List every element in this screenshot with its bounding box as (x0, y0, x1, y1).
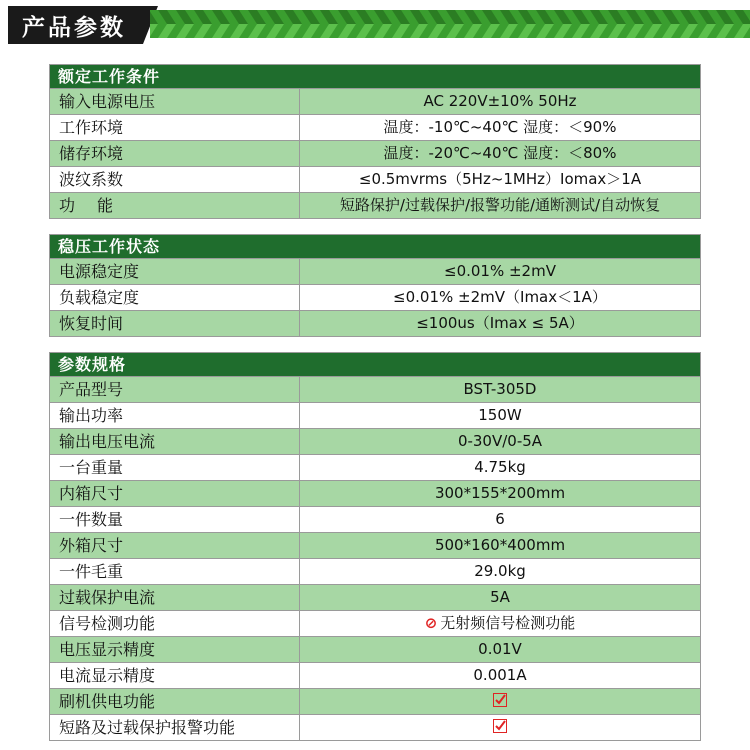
row-value: ≤100us（Imax ≤ 5A） (300, 311, 700, 336)
row-value: 150W (300, 403, 700, 428)
section-title: 稳压工作状态 (50, 235, 700, 258)
row-label: 负载稳定度 (50, 285, 300, 310)
table-row (50, 506, 700, 532)
checked-box-icon (493, 693, 507, 707)
header-banner (0, 0, 750, 50)
green-zigzag-stripe (150, 10, 750, 38)
row-value: 300*155*200mm (300, 481, 700, 506)
row-value: BST-305D (300, 377, 700, 402)
row-label: 工作环境 (50, 115, 300, 140)
table-row (50, 584, 700, 610)
row-label: 波纹系数 (50, 167, 300, 192)
row-value: 500*160*400mm (300, 533, 700, 558)
row-label: 产品型号 (50, 377, 300, 402)
row-value: 6 (300, 507, 700, 532)
row-value: 温度：-10℃~40℃ 湿度：＜90% (300, 115, 700, 140)
table-row (50, 402, 700, 428)
row-label: 内箱尺寸 (50, 481, 300, 506)
table-row (50, 636, 700, 662)
row-label: 电源稳定度 (50, 259, 300, 284)
row-label: 刷机供电功能 (50, 689, 300, 714)
table-row (50, 662, 700, 688)
row-label: 一件毛重 (50, 559, 300, 584)
row-value: 温度：-20℃~40℃ 湿度：＜80% (300, 141, 700, 166)
table-row (50, 258, 700, 284)
table-row (50, 88, 700, 114)
table-row (50, 428, 700, 454)
table-row (50, 558, 700, 584)
table-row (50, 166, 700, 192)
section-title: 额定工作条件 (50, 65, 700, 88)
row-value: ≤0.5mvrms（5Hz~1MHz）Iomax＞1A (300, 167, 700, 192)
table-row (50, 140, 700, 166)
row-value: ≤0.01% ±2mV (300, 259, 700, 284)
row-value: 无射频信号检测功能 (440, 614, 576, 632)
row-value-with-icon (300, 611, 700, 636)
row-label: 外箱尺寸 (50, 533, 300, 558)
table-row (50, 688, 700, 714)
page-title: 产品参数 (22, 15, 126, 41)
table-row (50, 532, 700, 558)
row-value: 短路保护/过载保护/报警功能/通断测试/自动恢复 (300, 193, 700, 218)
table-row (50, 310, 700, 336)
table-row (50, 376, 700, 402)
table-row (50, 454, 700, 480)
checked-box-icon (493, 719, 507, 733)
row-label: 电压显示精度 (50, 637, 300, 662)
table-row (50, 114, 700, 140)
row-value: AC 220V±10% 50Hz (300, 89, 700, 114)
row-label: 短路及过载保护报警功能 (50, 715, 300, 740)
row-value-with-icon (300, 715, 700, 740)
row-label: 输出功率 (50, 403, 300, 428)
row-value: 5A (300, 585, 700, 610)
table-row (50, 192, 700, 218)
section-regulation-status (49, 234, 701, 337)
row-label: 一台重量 (50, 455, 300, 480)
row-label: 输出电压电流 (50, 429, 300, 454)
prohibited-icon: ⊘ (424, 614, 438, 632)
row-label: 输入电源电压 (50, 89, 300, 114)
row-value: 4.75kg (300, 455, 700, 480)
row-value: ≤0.01% ±2mV（Imax＜1A） (300, 285, 700, 310)
row-value-with-icon (300, 689, 700, 714)
table-row (50, 480, 700, 506)
row-value: 0-30V/0-5A (300, 429, 700, 454)
row-label: 功能 (50, 193, 300, 218)
row-label: 电流显示精度 (50, 663, 300, 688)
table-row (50, 610, 700, 636)
row-label: 一件数量 (50, 507, 300, 532)
row-label: 恢复时间 (50, 311, 300, 336)
section-title: 参数规格 (50, 353, 700, 376)
section-rated-conditions (49, 64, 701, 219)
row-value: 0.001A (300, 663, 700, 688)
table-row (50, 284, 700, 310)
table-row (50, 714, 700, 740)
section-specifications (49, 352, 701, 741)
row-label: 信号检测功能 (50, 611, 300, 636)
row-label: 过载保护电流 (50, 585, 300, 610)
row-value: 0.01V (300, 637, 700, 662)
row-label: 储存环境 (50, 141, 300, 166)
row-value: 29.0kg (300, 559, 700, 584)
